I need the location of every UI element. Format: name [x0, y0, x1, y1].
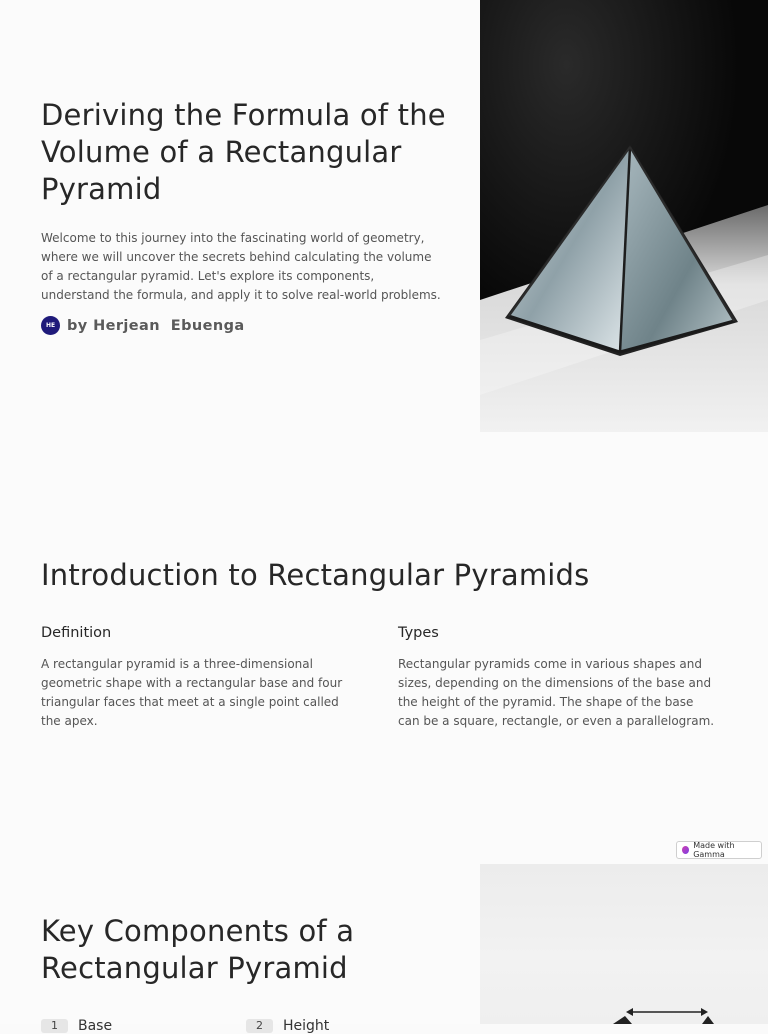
component-item-base — [41, 1018, 112, 1034]
component-number: 1 — [41, 1019, 68, 1033]
slide-title: Introduction to Rectangular Pyramids — [41, 558, 590, 592]
title-slide — [0, 0, 768, 432]
component-label: Base — [78, 1018, 113, 1034]
author-avatar: HE — [41, 316, 60, 335]
introduction-slide — [0, 432, 768, 864]
component-item-height — [246, 1018, 329, 1034]
column-heading: Types — [398, 625, 439, 641]
types-column — [398, 625, 718, 731]
slide-title: Deriving the Formula of the Volume of a Rectangular Pyramid — [41, 98, 446, 206]
glass-pyramid-photo — [480, 0, 768, 432]
slide-intro-text: Welcome to this journey into the fascinating world of geometry, where we will uncover the secrets behind calculating the volume of a rectangular pyramid. Let's explore its components, understand the formula, and apply it to solve real-world problems. — [41, 231, 441, 302]
gamma-logo-icon — [682, 846, 689, 854]
column-text: A rectangular pyramid is a three-dimensional geometric shape with a rectangular base and four triangular faces that meet at a single point called the apex. — [41, 657, 343, 728]
pyramid-diagram-image — [480, 864, 768, 1024]
author-name: by Herjean Ebuenga — [67, 317, 245, 334]
column-text: Rectangular pyramids come in various shapes and sizes, depending on the dimensions of the base and the height of the pyramid. The shape of the base can be a square, rectangle, or even a parallelogram. — [398, 657, 715, 728]
made-with-gamma-badge[interactable] — [676, 841, 762, 859]
key-components-slide — [0, 864, 768, 1034]
pyramid-dimension-sketch — [480, 864, 768, 1024]
component-number: 2 — [246, 1019, 273, 1033]
author-byline — [41, 316, 245, 335]
column-heading: Definition — [41, 625, 112, 641]
component-label: Height — [283, 1018, 330, 1034]
slide-title: Key Components of a Rectangular Pyramid — [41, 914, 355, 985]
badge-label: Made with Gamma — [693, 841, 735, 859]
definition-column — [41, 625, 361, 731]
glass-pyramid-illustration — [480, 0, 768, 432]
